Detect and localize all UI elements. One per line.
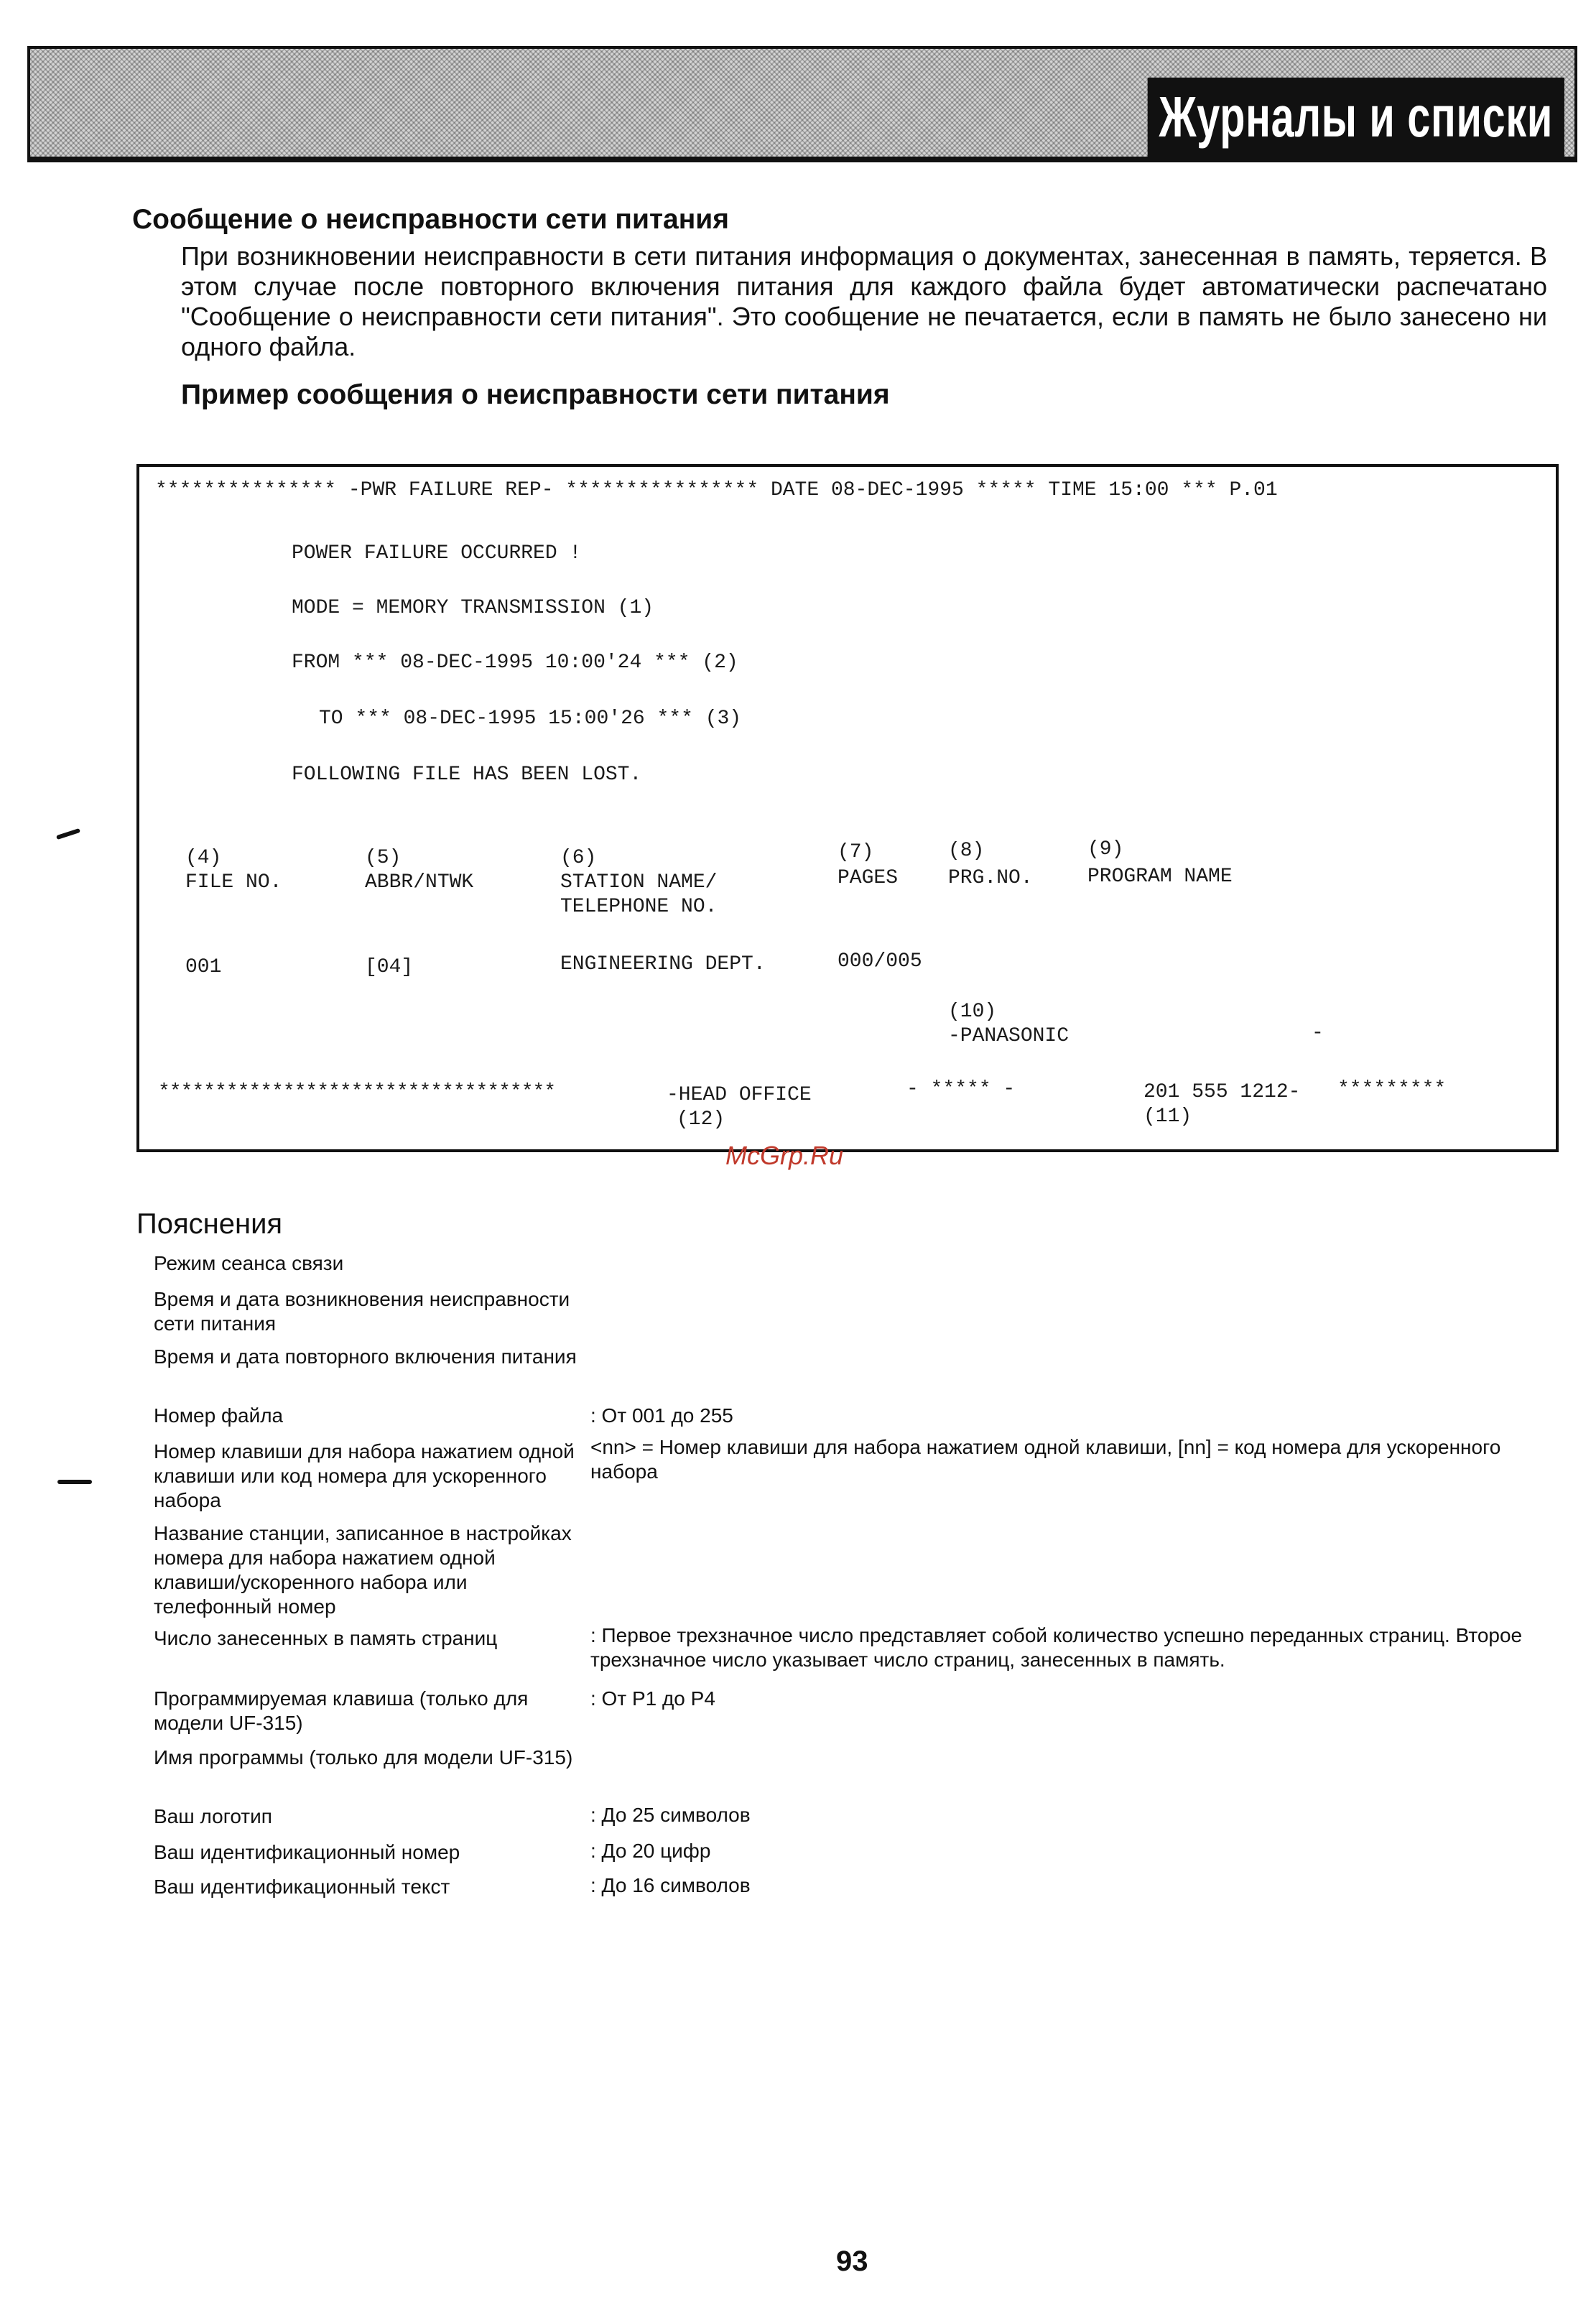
scan-mark bbox=[56, 828, 80, 840]
gloss-value-7: : Первое трехзначное число представляет собой количество успешно переданных страниц. Второе трехзначное число указывает число страниц, занесенных в память. bbox=[590, 1624, 1523, 1671]
logo-dash: - bbox=[1312, 1022, 1324, 1044]
footer-num-12: (12) bbox=[677, 1108, 725, 1131]
gloss-label-2: Время и дата возникновения неисправности сети питания bbox=[154, 1288, 570, 1335]
section-heading: Сообщение о неисправности сети питания bbox=[132, 204, 730, 235]
gloss-label-8: Программируемая клавиша (только для модели UF-315) bbox=[154, 1687, 529, 1734]
col-station: STATION NAME/ bbox=[560, 871, 718, 894]
page-number: 93 bbox=[836, 2245, 868, 2277]
report-to: TO *** 08-DEC-1995 15:00'26 *** (3) bbox=[319, 708, 742, 730]
gloss-value-11: : До 20 цифр bbox=[590, 1840, 711, 1862]
report-header-line: *************** -PWR FAILURE REP- **************** DATE 08-DEC-1995 ***** TIME 15:00 *** P.01 bbox=[155, 479, 1278, 501]
gloss-label-7: Число занесенных в память страниц bbox=[154, 1627, 498, 1649]
glossary-heading: Пояснения bbox=[136, 1208, 283, 1240]
col-num-4: (4) bbox=[185, 847, 222, 869]
gloss-label-6: Название станции, записанное в настройках номера для набора нажатием одной клавиши/ускоренного набора или телефонный номер bbox=[154, 1522, 572, 1618]
col-num-8: (8) bbox=[948, 840, 985, 862]
col-num-5: (5) bbox=[365, 847, 402, 869]
intro-paragraph: При возникновении неисправности в сети питания информация о документах, занесенная в память, теряется. В этом случае после повторного включения питания для каждого файла будет автоматически распечатано "Сообщение о неисправности сети питания". Это сообщение не печатается, если в память не было занесено ни одного файла. bbox=[181, 241, 1547, 361]
col-pages: PAGES bbox=[838, 867, 899, 889]
watermark: McGrp.Ru bbox=[725, 1141, 844, 1170]
example-heading: Пример сообщения о неисправности сети питания bbox=[181, 379, 890, 410]
footer-num-11: (11) bbox=[1143, 1105, 1192, 1128]
col-prg-no: PRG.NO. bbox=[948, 867, 1033, 889]
footer-office: -HEAD OFFICE bbox=[667, 1084, 812, 1106]
report-following: FOLLOWING FILE HAS BEEN LOST. bbox=[292, 764, 642, 786]
scan-mark bbox=[57, 1480, 92, 1484]
gloss-value-4: : От 001 до 255 bbox=[590, 1404, 733, 1427]
col-num-9: (9) bbox=[1087, 838, 1124, 861]
gloss-label-1: Режим сеанса связи bbox=[154, 1252, 344, 1274]
footer-stars: *********************************** bbox=[158, 1081, 556, 1103]
logo-num-10: (10) bbox=[948, 1001, 997, 1023]
gloss-label-10: Ваш логотип bbox=[154, 1805, 272, 1827]
footer-stars-2: ********* bbox=[1337, 1078, 1447, 1100]
gloss-value-8: : От P1 до P4 bbox=[590, 1687, 715, 1710]
row-pages: 000/005 bbox=[838, 950, 922, 973]
col-abbr: ABBR/NTWK bbox=[365, 871, 474, 894]
row-station: ENGINEERING DEPT. bbox=[560, 953, 766, 975]
gloss-label-9: Имя программы (только для модели UF-315) bbox=[154, 1746, 573, 1769]
gloss-value-12: : До 16 символов bbox=[590, 1874, 751, 1896]
gloss-label-5: Номер клавиши для набора нажатием одной клавиши или код номера для ускоренного набора bbox=[154, 1440, 575, 1511]
report-power-failure: POWER FAILURE OCCURRED ! bbox=[292, 542, 582, 565]
row-abbr: [04] bbox=[365, 956, 414, 978]
col-program-name: PROGRAM NAME bbox=[1087, 866, 1233, 888]
footer-phone: 201 555 1212- bbox=[1143, 1081, 1301, 1103]
gloss-label-3: Время и дата повторного включения питания bbox=[154, 1345, 577, 1368]
gloss-label-4: Номер файла bbox=[154, 1404, 284, 1427]
col-num-7: (7) bbox=[838, 841, 874, 863]
col-telephone: TELEPHONE NO. bbox=[560, 896, 718, 918]
banner-rule bbox=[27, 159, 1577, 162]
row-file-no: 001 bbox=[185, 956, 222, 978]
report-sample bbox=[136, 464, 1559, 1152]
gloss-value-5: <nn> = Номер клавиши для набора нажатием одной клавиши, [nn] = код номера для ускоренного набора bbox=[590, 1436, 1501, 1483]
report-from: FROM *** 08-DEC-1995 10:00'24 *** (2) bbox=[292, 652, 738, 674]
gloss-label-12: Ваш идентификационный текст bbox=[154, 1876, 450, 1898]
gloss-label-11: Ваш идентификационный номер bbox=[154, 1841, 460, 1863]
col-num-6: (6) bbox=[560, 847, 597, 869]
footer-mid: - ***** - bbox=[906, 1078, 1016, 1100]
header-banner bbox=[27, 46, 1577, 159]
report-mode: MODE = MEMORY TRANSMISSION (1) bbox=[292, 597, 654, 619]
section-title: Журналы и списки bbox=[1148, 78, 1564, 157]
col-file-no: FILE NO. bbox=[185, 871, 282, 894]
logo-text: -PANASONIC bbox=[948, 1025, 1070, 1047]
gloss-value-10: : До 25 символов bbox=[590, 1804, 751, 1826]
